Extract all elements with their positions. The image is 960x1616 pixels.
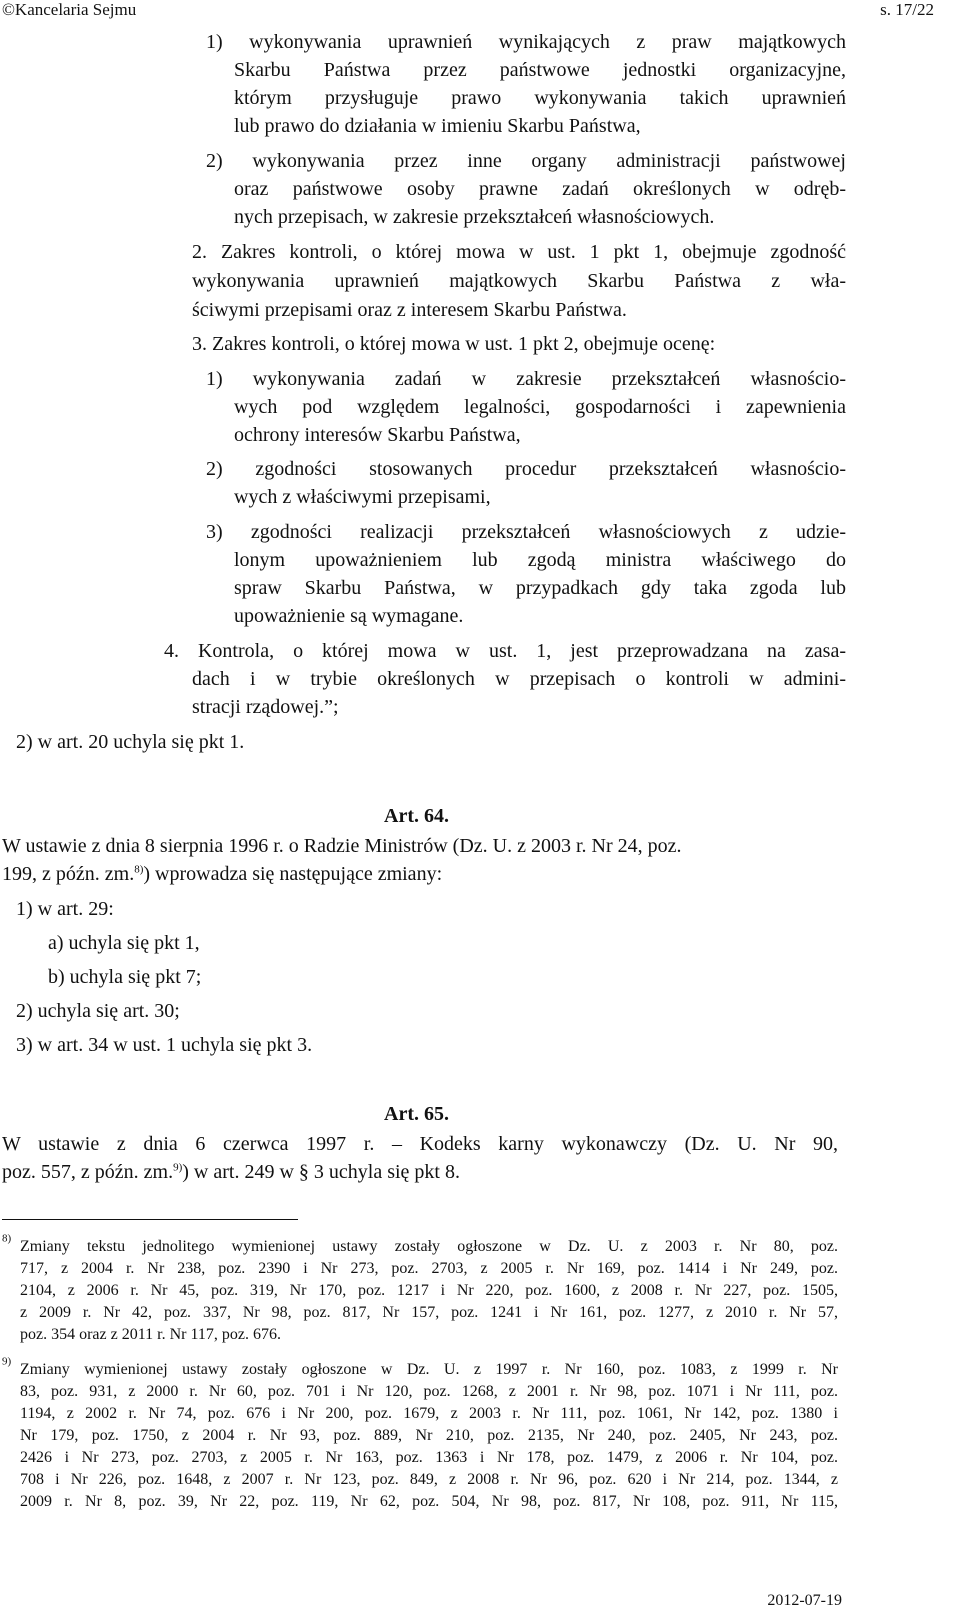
item1-line-2: ochrony interesów Skarbu Państwa, (234, 424, 521, 446)
art65-line-2-pre: poz. 557, z późn. zm. (2, 1161, 174, 1183)
item3-line-0: 3) zgodności realizacji przekształceń własnościowych z udzie- (206, 521, 846, 543)
footnote-8-line-0: Zmiany tekstu jednolitego wymienionej ustawy zostały ogłoszone w Dz. U. z 2003 r. Nr 80, poz. (20, 1238, 838, 1255)
footer-date: 2012-07-19 (767, 1592, 842, 1609)
footnote-separator (2, 1219, 298, 1220)
block1-line-0: 1) wykonywania uprawnień wynikających z praw majątkowych (206, 31, 846, 53)
art64-item-3: 2) uchyla się art. 30; (16, 1000, 180, 1022)
art65-line-1: W ustawie z dnia 6 czerwca 1997 r. – Kodeks karny wykonawczy (Dz. U. Nr 90, (2, 1133, 838, 1155)
footnote-8-line-1: 717, z 2004 r. Nr 238, poz. 2390 i Nr 273, poz. 2703, z 2005 r. Nr 169, poz. 1414 i Nr 249, poz. (20, 1260, 838, 1277)
art64-line-2-pre: 199, z późn. zm. (2, 863, 135, 885)
footnote-8-line-3: z 2009 r. Nr 42, poz. 337, Nr 98, poz. 817, Nr 157, poz. 1241 i Nr 161, poz. 1277, z 2010 r. Nr 57, (20, 1304, 838, 1321)
art64-line-2-post: ) wprowadza się następujące zmiany: (143, 863, 443, 885)
art64-heading: Art. 64. (384, 805, 449, 827)
item2-line-1: wych z właściwymi przepisami, (234, 486, 491, 508)
art65-line-2-post: ) w art. 249 w § 3 uchyla się pkt 8. (182, 1161, 460, 1183)
art64-item-1: a) uchyla się pkt 1, (48, 932, 200, 954)
para2-line-0: 2. Zakres kontroli, o której mowa w ust. 1 pkt 1, obejmuje zgodność (192, 241, 846, 263)
footnote-9-line-5: 708 i Nr 226, poz. 1648, z 2007 r. Nr 123, poz. 849, z 2008 r. Nr 96, poz. 620 i Nr 214, poz. 1344, z (20, 1471, 838, 1488)
item1-line-0: 1) wykonywania zadań w zakresie przekształceń własnościo- (206, 368, 846, 390)
art64-item-2: b) uchyla się pkt 7; (48, 966, 202, 988)
para4-line-2: stracji rządowej.”; (192, 696, 339, 718)
block1-line-2: którym przysługuje prawo wykonywania takich uprawnień (234, 87, 846, 109)
art65-heading: Art. 65. (384, 1103, 449, 1125)
footnote-9-line-3: Nr 179, poz. 1750, z 2004 r. Nr 93, poz. 889, Nr 210, poz. 2135, Nr 240, poz. 2405, Nr 243, poz. (20, 1427, 838, 1444)
footnote-9-line-2: 1194, z 2002 r. Nr 74, poz. 676 i Nr 200, poz. 1679, z 2003 r. Nr 111, poz. 1061, Nr 142, poz. 1380 i (20, 1405, 838, 1422)
item2-line-0: 2) zgodności stosowanych procedur przekształceń własnościo- (206, 458, 846, 480)
para2-line-2: ściwymi przepisami oraz z interesem Skarbu Państwa. (192, 299, 627, 321)
art64-line-2 (2, 860, 442, 888)
footnote-9-line-6: 2009 r. Nr 8, poz. 39, Nr 22, poz. 119, Nr 62, poz. 504, Nr 98, poz. 817, Nr 108, poz. 911, Nr 115, (20, 1493, 838, 1510)
item3-line-3: upoważnienie są wymagane. (234, 605, 464, 627)
item3-line-2: spraw Skarbu Państwa, w przypadkach gdy taka zgoda lub (234, 577, 846, 599)
art65-line-2 (2, 1158, 460, 1186)
footnote-9-line-4: 2426 i Nr 273, poz. 2703, z 2005 r. Nr 163, poz. 1363 i Nr 178, poz. 1479, z 2006 r. Nr 104, poz. (20, 1449, 838, 1466)
footnote-9-mark: 9) (2, 1355, 12, 1368)
footnote-8 (2, 1233, 11, 1255)
footnote-9-line-1: 83, poz. 931, z 2000 r. Nr 60, poz. 701 i Nr 120, poz. 1268, z 2001 r. Nr 98, poz. 1071 i Nr 111, poz. (20, 1383, 838, 1400)
art64-line-1: W ustawie z dnia 8 sierpnia 1996 r. o Radzie Ministrów (Dz. U. z 2003 r. Nr 24, poz. (2, 835, 682, 857)
para3-line: 3. Zakres kontroli, o której mowa w ust. 1 pkt 2, obejmuje ocenę: (192, 333, 716, 355)
item1-line-1: wych pod względem legalności, gospodarności i zapewnienia (234, 396, 846, 418)
item3-line-1: lonym upoważnieniem lub zgodą ministra właściwego do (234, 549, 846, 571)
block2-line-1: oraz państwowe osoby prawne zadań określonych w odręb- (234, 178, 846, 200)
block1-line-1: Skarbu Państwa przez państwowe jednostki organizacyjne, (234, 59, 846, 81)
page-number: s. 17/22 (880, 0, 934, 19)
footnote-8-line-4: poz. 354 oraz z 2011 r. Nr 117, poz. 676. (20, 1326, 281, 1343)
copyright-label: ©Kancelaria Sejmu (2, 0, 137, 19)
footnote-8-mark: 8) (2, 1232, 12, 1245)
para4-line-0: 4. Kontrola, o której mowa w ust. 1, jest przeprowadzana na zasa- (164, 640, 846, 662)
art64-item-4: 3) w art. 34 w ust. 1 uchyla się pkt 3. (16, 1034, 313, 1056)
point2-line: 2) w art. 20 uchyla się pkt 1. (16, 731, 245, 753)
para2-line-1: wykonywania uprawnień majątkowych Skarbu Państwa z wła- (192, 270, 846, 292)
block1-line-3: lub prawo do działania w imieniu Skarbu Państwa, (234, 115, 641, 137)
footnote-9-line-0: Zmiany wymienionej ustawy zostały ogłoszone w Dz. U. z 1997 r. Nr 160, poz. 1083, z 1999 r. Nr (20, 1361, 838, 1378)
footnote-9 (2, 1356, 11, 1378)
block2-line-2: nych przepisach, w zakresie przekształceń własnościowych. (234, 206, 715, 228)
para4-line-1: dach i w trybie określonych w przepisach o kontroli w admini- (192, 668, 846, 690)
art64-item-0: 1) w art. 29: (16, 898, 114, 920)
footnote-ref-8[interactable]: 8) (134, 863, 144, 876)
block2-line-0: 2) wykonywania przez inne organy administracji państwowej (206, 150, 846, 172)
footnote-8-line-2: 2104, z 2006 r. Nr 45, poz. 319, Nr 170, poz. 1217 i Nr 220, poz. 1600, z 2008 r. Nr 227, poz. 1505, (20, 1282, 838, 1299)
footnote-ref-9[interactable]: 9) (173, 1161, 183, 1174)
